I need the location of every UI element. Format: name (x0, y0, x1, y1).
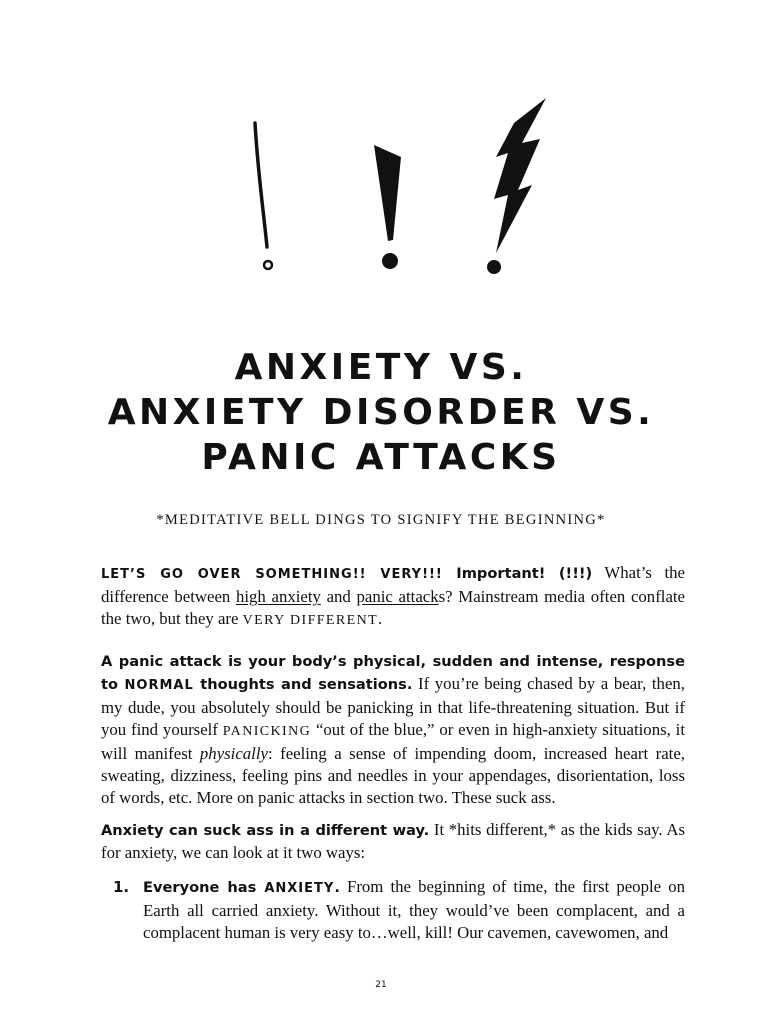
exclamation-illustration (240, 95, 560, 280)
panic-lead-bold-1: A panic attack is your body’s physical, sudden and intense, response to (101, 653, 685, 693)
intro-lead-caps: LET’S GO OVER SOMETHING!! VERY!!! (101, 567, 443, 582)
list-item-caps: ANXIETY (264, 881, 335, 896)
list-item-bold: Everyone has (143, 879, 265, 896)
intro-text-4: . (378, 609, 383, 628)
page-number: 21 (375, 980, 387, 990)
intro-text-3: s? Mainstream media often conflate the two, but they are (101, 587, 686, 628)
paragraph-intro (101, 562, 685, 632)
title-line-1: ANXIETY VS. (234, 347, 528, 388)
list-item-1 (143, 876, 685, 944)
intro-text-1: What’s the difference between (101, 563, 685, 606)
panicking-text: PANICKING (222, 724, 312, 739)
chapter-subtitle: *MEDITATIVE BELL DINGS TO SIGNIFY THE BEGINNING* (156, 512, 606, 528)
title-line-3: PANIC ATTACKS (201, 437, 561, 478)
list-item-number: 1. (113, 878, 130, 896)
anxiety-text-1: It *hits different,* as the kids say. As for anxiety, we can look at it two ways: (101, 820, 686, 862)
chapter-title (0, 345, 762, 480)
list-item-bold-end: . (334, 879, 340, 896)
panic-attack-link[interactable]: panic attack (356, 587, 439, 606)
lightning-exclamation-icon (487, 98, 546, 274)
list-item-text: From the beginning of time, the first people on Earth all carried anxiety. Without it, they would’ve been complacent, and a complacent human is very easy to…well, kill! Our cavemen, cavewomen, and (143, 877, 685, 942)
panic-lead-caps: NORMAL (124, 678, 194, 693)
high-anxiety-link[interactable]: high anxiety (235, 587, 321, 606)
intro-lead-bold: Important! (!!!) (442, 565, 593, 582)
panic-lead-bold-2: thoughts and sensations. (193, 676, 413, 693)
bold-exclamation-icon (374, 145, 401, 269)
paragraph-anxiety (101, 819, 685, 864)
panic-text-3: : feeling a sense of impending doom, increased heart rate, sweating, dizziness, feeling pins and needles in your appendages, disorientation, loss of words, etc. More on panic attacks in section two. These suck ass. (101, 744, 685, 807)
panic-text-1: If you’re being chased by a bear, then, my dude, you absolutely should be panicking in that life-threatening situation. But if you find yourself (101, 674, 685, 739)
very-different-text: VERY DIFFERENT (242, 613, 379, 628)
thin-exclamation-icon (255, 123, 272, 269)
anxiety-lead-bold: Anxiety can suck ass in a different way. (101, 822, 430, 839)
intro-text-2: and (320, 587, 357, 606)
physically-text: physically (199, 744, 268, 763)
panic-text-2: “out of the blue,” or even in high-anxiety situations, it will manifest (101, 720, 685, 763)
paragraph-panic-attack (101, 650, 685, 809)
title-line-2: ANXIETY DISORDER VS. (107, 392, 655, 433)
